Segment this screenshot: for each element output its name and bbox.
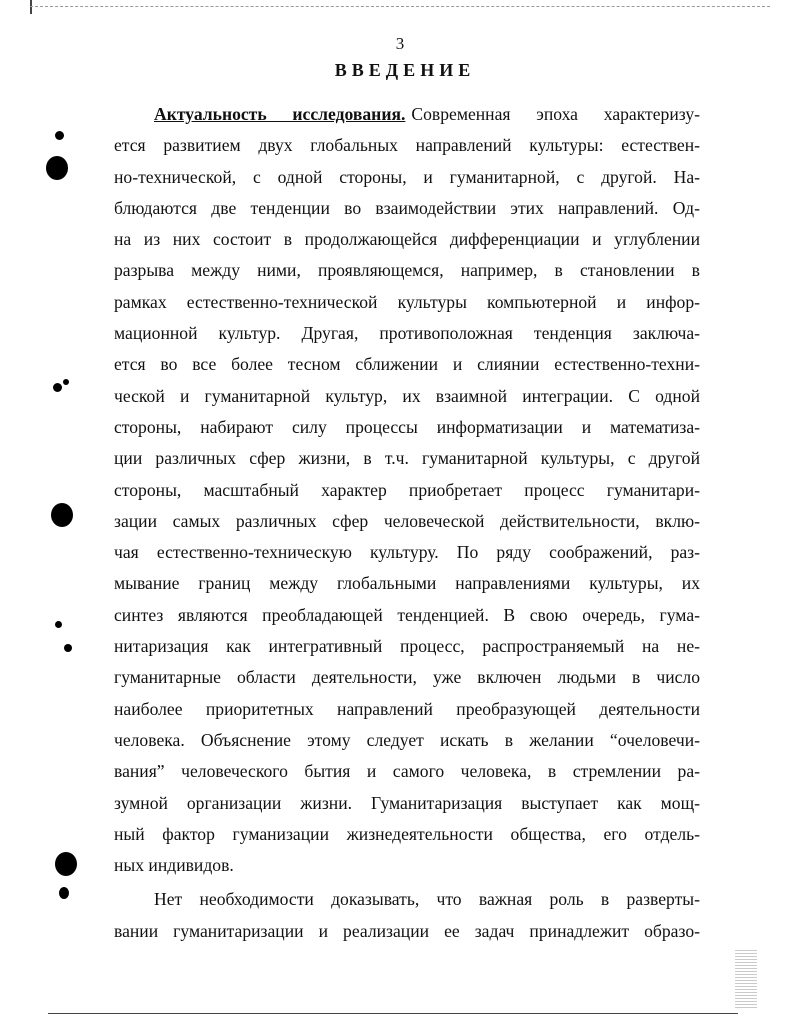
section-lead: Актуальность исследования. xyxy=(154,104,406,124)
paragraph-line: зации самых различных сфер человеческой действительности, вклю- xyxy=(114,510,700,531)
paragraph-line: чая естественно-техническую культуру. По ряду соображений, раз- xyxy=(114,542,700,563)
paragraph-line: ных индивидов. xyxy=(114,855,234,876)
section-heading: ВВЕДЕНИЕ xyxy=(334,60,476,80)
paragraph-line: на из них состоит в продолжающейся дифференциации и углублении xyxy=(114,229,700,250)
paragraph-line: синтез являются преобладающей тенденцией. В свою очередь, гума- xyxy=(114,604,700,625)
binder-hole xyxy=(51,503,73,527)
page-number: 3 xyxy=(395,34,405,53)
paragraph-line: человека. Объяснение этому следует искать в желании “очеловечи- xyxy=(114,729,700,750)
scan-bottom-edge xyxy=(48,1013,738,1014)
binder-hole xyxy=(55,852,77,876)
paragraph-line: Нет необходимости доказывать, что важная роль в разверты- xyxy=(154,889,700,910)
binder-hole xyxy=(46,156,68,180)
paragraph-line: ческой и гуманитарной культур, их взаимной интеграции. С одной xyxy=(114,385,700,406)
paragraph-line: наиболее приоритетных направлений преобразующей деятельности xyxy=(114,698,700,719)
paragraph-line: разрыва между ними, проявляющемся, например, в становлении в xyxy=(114,260,700,281)
paragraph-line: гуманитарные области деятельности, уже включен людьми в число xyxy=(114,667,700,688)
paragraph-line: блюдаются две тенденции во взаимодействии этих направлений. Од- xyxy=(114,197,700,218)
scan-speck xyxy=(59,887,69,899)
scan-top-edge xyxy=(30,6,770,8)
paragraph-line: зумной организации жизни. Гуманитаризация выступает как мощ- xyxy=(114,792,700,813)
paragraph-line: вания” человеческого бытия и самого человека, в стремлении ра- xyxy=(114,761,700,782)
paragraph-line: вании гуманитаризации и реализации ее задач принадлежит образо- xyxy=(114,920,700,941)
paragraph-line: стороны, набирают силу процессы информатизации и математиза- xyxy=(114,416,700,437)
paragraph-line: мывание границ между глобальными направлениями культуры, их xyxy=(114,573,700,594)
paragraph-line: ется во все более тесном сближении и слиянии естественно-техни- xyxy=(114,354,700,375)
paragraph-line: нитаризация как интегративный процесс, распространяемый на не- xyxy=(114,636,700,657)
paragraph-line: стороны, масштабный характер приобретает процесс гуманитари- xyxy=(114,479,700,500)
scan-speck xyxy=(55,621,62,628)
paragraph-line: рамках естественно-технической культуры компьютерной и инфор- xyxy=(114,291,700,312)
paragraph-line: ный фактор гуманизации жизнедеятельности общества, его отдель- xyxy=(114,823,700,844)
paragraph-line: мационной культур. Другая, противоположная тенденция заключа- xyxy=(114,323,700,344)
paragraph-line: ется развитием двух глобальных направлений культуры: естествен- xyxy=(114,135,700,156)
scan-speck xyxy=(64,644,72,652)
scan-speck xyxy=(55,131,64,140)
scan-noise xyxy=(735,950,757,1008)
scan-speck xyxy=(53,383,62,392)
paragraph-line: Актуальность исследования. Современная эпоха характеризу- xyxy=(154,104,701,124)
scan-speck xyxy=(63,379,69,385)
paragraph-line: ции различных сфер жизни, в т.ч. гуманитарной культуры, с другой xyxy=(114,448,700,469)
paragraph-line: но-технической, с одной стороны, и гуманитарной, с другой. На- xyxy=(114,166,700,187)
body-text xyxy=(114,99,700,947)
